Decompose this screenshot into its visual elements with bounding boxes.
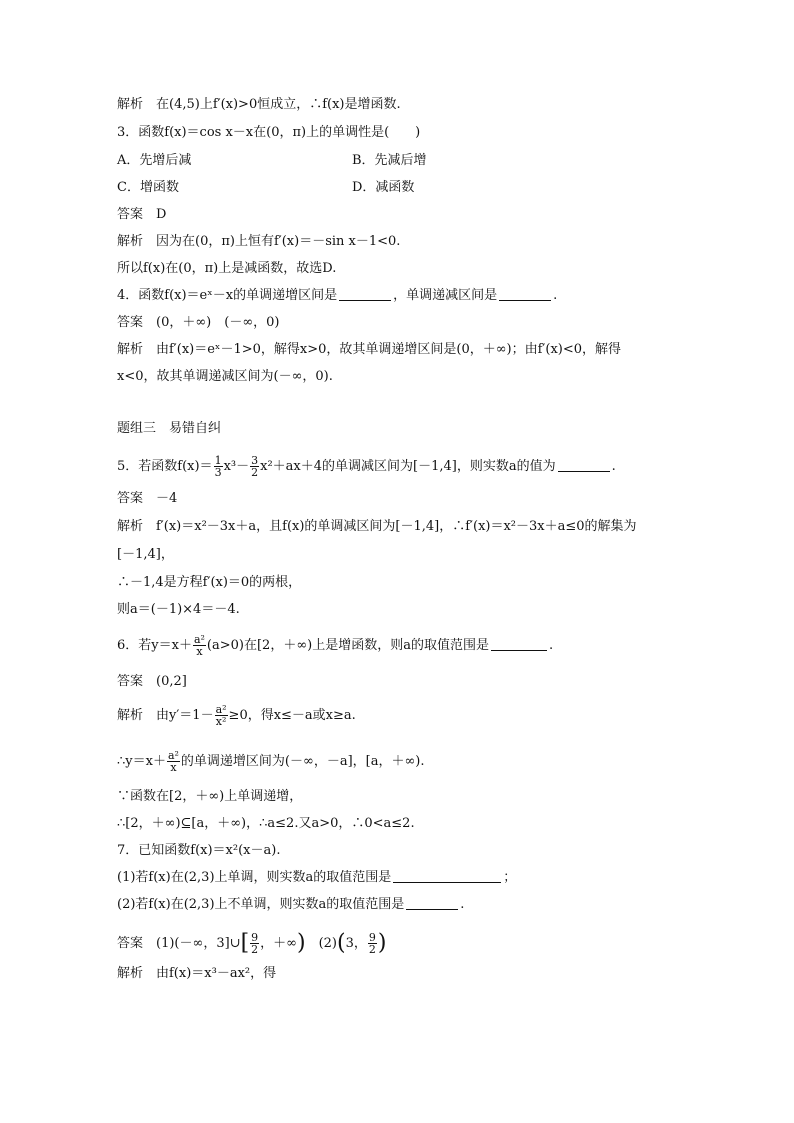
answer-blank bbox=[393, 870, 501, 883]
analysis-line: 解析 在(4,5)上f′(x)>0恒成立，∴f(x)是增函数. bbox=[117, 97, 401, 112]
question-3: 3．函数f(x)＝cos x－x在(0，π)上的单调性是( ) bbox=[117, 125, 421, 140]
analysis-3-line2: 所以f(x)在(0，π)上是减函数，故选D. bbox=[117, 261, 337, 276]
analysis-4-line2: x<0，故其单调递减区间为(－∞，0). bbox=[117, 369, 333, 384]
fraction: $\frac{9}{2}$ bbox=[251, 931, 259, 956]
answer-blank bbox=[406, 897, 458, 910]
option-b: B．先减后增 bbox=[352, 153, 427, 168]
analysis-3-line1: 解析 因为在(0，π)上恒有f′(x)＝－sin x－1<0. bbox=[117, 234, 401, 249]
analysis-5-line4: 则a＝(－1)×4＝－4. bbox=[117, 602, 240, 617]
answer-6: 答案 (0,2] bbox=[117, 674, 187, 689]
fraction: $\frac{1}{3}$ bbox=[214, 454, 222, 479]
question-4: 4．函数f(x)＝eˣ－x的单调递增区间是 ，单调递减区间是 . bbox=[117, 288, 558, 303]
analysis-6-line2: ∴y＝x＋ $\frac{\text{a²}}{x}$ 的单调递增区间为(－∞，－a]，[a，＋∞). bbox=[117, 749, 425, 774]
question-6: 6．若y＝x＋ $\frac{\text{a²}}{x}$ (a>0)在[2，＋∞)上是增函数，则a的取值范围是 . bbox=[117, 633, 554, 658]
question-7: 7．已知函数f(x)＝x²(x－a). bbox=[117, 843, 281, 858]
option-c: C．增函数 bbox=[117, 180, 179, 195]
option-a: A．先增后减 bbox=[117, 153, 192, 168]
analysis-7-line1: 解析 由f(x)＝x³－ax²，得 bbox=[117, 966, 277, 981]
fraction: $\frac{\text{a²}}{x}$ bbox=[193, 633, 205, 658]
answer-3: 答案 D bbox=[117, 207, 167, 222]
fraction: $\frac{\text{a²}}{\text{x²}}$ bbox=[215, 703, 227, 728]
analysis-6-line3: ∵函数在[2，＋∞)上单调递增， bbox=[117, 789, 303, 804]
answer-4: 答案 (0，＋∞) (－∞，0) bbox=[117, 315, 280, 330]
answer-blank bbox=[491, 638, 547, 651]
analysis-5-line1: 解析 f′(x)＝x²－3x＋a，且f(x)的单调减区间为[－1,4]，∴f′(x)＝x²－3x＋a≤0的解集为 bbox=[117, 519, 637, 534]
fraction: $\frac{9}{2}$ bbox=[368, 931, 376, 956]
answer-blank bbox=[558, 459, 610, 472]
analysis-6-line1: 解析 由y′＝1－ $\frac{\text{a²}}{\text{x²}}$ ≥0，得x≤－a或x≥a. bbox=[117, 703, 356, 728]
question-7-part2: (2)若f(x)在(2,3)上不单调，则实数a的取值范围是 . bbox=[117, 897, 465, 912]
answer-7: 答案 (1)(－∞，3]∪[ $\frac{9}{2}$ ，＋∞) (2)(3， $\frac{9}{2}$ ) bbox=[117, 930, 387, 956]
question-7-part1: (1)若f(x)在(2,3)上单调，则实数a的取值范围是 ； bbox=[117, 870, 517, 885]
analysis-5-line3: ∴－1,4是方程f′(x)＝0的两根， bbox=[117, 575, 302, 590]
fraction: $\frac{\text{a²}}{x}$ bbox=[167, 749, 179, 774]
fraction: $\frac{3}{2}$ bbox=[251, 454, 259, 479]
answer-5: 答案 －4 bbox=[117, 491, 178, 506]
analysis-5-line2: [－1,4]， bbox=[117, 547, 174, 562]
answer-blank bbox=[499, 288, 551, 301]
question-5: 5．若函数f(x)＝ $\frac{1}{3}$ x³－ $\frac{3}{2}$ x²＋ax＋4的单调减区间为[－1,4]，则实数a的值为 . bbox=[117, 454, 616, 479]
analysis-6-line4: ∴[2，＋∞)⊆[a，＋∞)，∴a≤2.又a>0，∴0<a≤2. bbox=[117, 816, 415, 831]
section-heading: 题组三 易错自纠 bbox=[117, 421, 222, 436]
analysis-4-line1: 解析 由f′(x)＝eˣ－1>0，解得x>0，故其单调递增区间是(0，＋∞)；由f′(x)<0，解得 bbox=[117, 342, 622, 357]
answer-blank bbox=[339, 288, 391, 301]
option-d: D．减函数 bbox=[352, 180, 415, 195]
